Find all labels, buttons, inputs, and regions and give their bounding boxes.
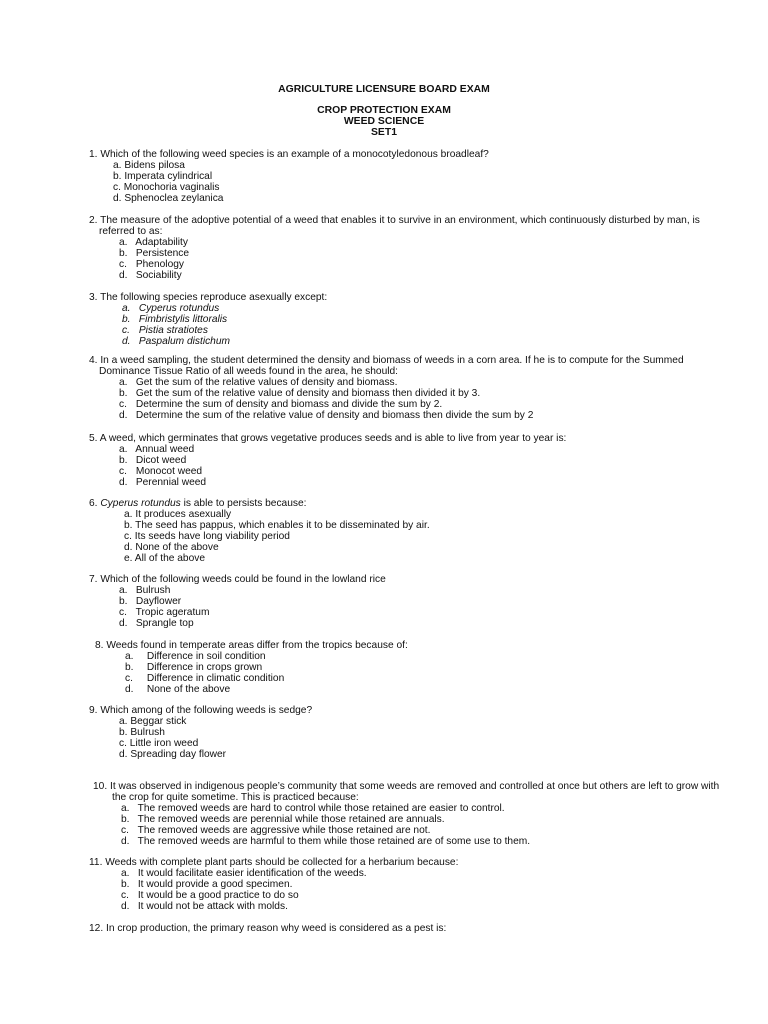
option: a. Beggar stick: [119, 715, 187, 727]
options-list: [89, 717, 725, 761]
option: a. Bulrush: [119, 584, 171, 596]
species-name: Cyperus rotundus: [100, 498, 181, 509]
option: a. Difference in soil condition: [125, 650, 266, 662]
option: d. Paspalum distichum: [122, 335, 231, 347]
options-list: [89, 586, 725, 630]
option: d. Sprangle top: [119, 617, 194, 629]
question-text: 7. Which of the following weeds could be found in the lowland rice: [89, 574, 386, 585]
option: b. The removed weeds are perennial while those retained are annuals.: [121, 813, 445, 825]
option: b. Get the sum of the relative value of density and biomass then divided it by 3.: [119, 387, 481, 399]
exam-subject: WEED SCIENCE: [343, 116, 425, 127]
option: d. Determine the sum of the relative value of density and biomass then divide the sum by 2: [119, 409, 534, 421]
options-list: [89, 161, 725, 205]
options-list: [89, 304, 725, 348]
option: a. Annual weed: [119, 443, 195, 455]
option: c. Difference in climatic condition: [125, 672, 285, 684]
question-10: [93, 782, 725, 847]
question-text: 6. Cyperus rotundus is able to persists because:: [89, 498, 307, 509]
option: c. Monocot weed: [119, 465, 203, 477]
option: c. The removed weeds are aggressive while those retained are not.: [121, 824, 431, 836]
question-text: 4. In a weed sampling, the student determined the density and biomass of weeds in a corn area. If he is to compute for the Summed Dominance Tissue Ratio of all weeds found in the area, he should:: [89, 355, 684, 377]
exam-title: AGRICULTURE LICENSURE BOARD EXAM: [278, 84, 490, 95]
option: d. It would not be attack with molds.: [121, 900, 288, 912]
question-9: [89, 706, 725, 761]
option: b. Persistence: [119, 247, 190, 259]
question-7: [89, 575, 725, 630]
option: d. Spreading day flower: [119, 748, 227, 760]
question-2: [89, 216, 725, 281]
option: a. Bidens pilosa: [113, 159, 185, 171]
option: a. Adaptability: [119, 236, 188, 248]
options-list: [89, 869, 725, 913]
option: c. Monochoria vaginalis: [113, 181, 220, 193]
option: b. Imperata cylindrical: [113, 170, 213, 182]
exam-set: SET1: [371, 127, 397, 138]
option: c. Its seeds have long viability period: [124, 530, 290, 542]
option: e. All of the above: [124, 552, 206, 564]
options-list: [89, 510, 725, 565]
option: d. Perennial weed: [119, 476, 207, 488]
option: b. It would provide a good specimen.: [121, 878, 293, 890]
question-12: [89, 924, 725, 935]
option: b. The seed has pappus, which enables it to be disseminated by air.: [124, 519, 430, 531]
options-list: [95, 652, 731, 696]
question-text: 5. A weed, which germinates that grows vegetative produces seeds and is able to live from year to year is:: [89, 433, 567, 444]
option: d. None of the above: [124, 541, 219, 553]
question-11: [89, 858, 725, 913]
option: d. The removed weeds are harmful to them while those retained are of some use to them.: [121, 835, 531, 847]
exam-subtitle: CROP PROTECTION EXAM: [317, 105, 451, 116]
question-text: 2. The measure of the adoptive potential of a weed that enables it to survive in an environment, which continuously disturbed by man, is referred to as:: [89, 215, 700, 237]
option: c. Determine the sum of density and biomass and divide the sum by 2.: [119, 398, 443, 410]
question-4: [89, 356, 725, 421]
option: d. None of the above: [125, 683, 231, 695]
option: c. Little iron weed: [119, 737, 199, 749]
option: b. Bulrush: [119, 726, 165, 738]
question-text: 10. It was observed in indigenous people’s community that some weeds are removed and controlled at once but others are left to grow with the crop for quite sometime. This is practiced because:: [93, 781, 720, 803]
question-text: 11. Weeds with complete plant parts should be collected for a herbarium because:: [89, 857, 459, 868]
question-8: [95, 641, 731, 696]
option: a. It produces asexually: [124, 508, 232, 520]
question-text: 9. Which among of the following weeds is sedge?: [89, 705, 313, 716]
options-list: [89, 378, 725, 422]
option: c. Phenology: [119, 258, 184, 270]
question-text: 1. Which of the following weed species is an example of a monocotyledonous broadleaf?: [89, 149, 489, 160]
option: b. Dayflower: [119, 595, 182, 607]
options-list: [89, 445, 725, 489]
option: d. Sociability: [119, 269, 182, 281]
question-3: [89, 293, 725, 348]
question-5: [89, 434, 725, 489]
option: a. Get the sum of the relative values of density and biomass.: [119, 376, 398, 388]
question-text: 12. In crop production, the primary reason why weed is considered as a pest is:: [89, 923, 447, 934]
option: a. Cyperus rotundus: [122, 302, 220, 314]
option: a. It would facilitate easier identification of the weeds.: [121, 867, 367, 879]
option: b. Difference in crops grown: [125, 661, 263, 673]
options-list: [93, 804, 725, 848]
options-list: [89, 238, 725, 282]
option: b. Dicot weed: [119, 454, 187, 466]
option: c. It would be a good practice to do so: [121, 889, 299, 901]
question-text: 8. Weeds found in temperate areas differ from the tropics because of:: [95, 640, 408, 651]
option: d. Sphenoclea zeylanica: [113, 192, 224, 204]
option: c. Pistia stratiotes: [122, 324, 208, 336]
option: b. Fimbristylis littoralis: [122, 313, 228, 325]
option: c. Tropic ageratum: [119, 606, 210, 618]
question-text: 3. The following species reproduce asexually except:: [89, 292, 328, 303]
option: a. The removed weeds are hard to control while those retained are easier to control.: [121, 802, 505, 814]
question-6: [89, 499, 725, 564]
question-1: [89, 150, 725, 205]
